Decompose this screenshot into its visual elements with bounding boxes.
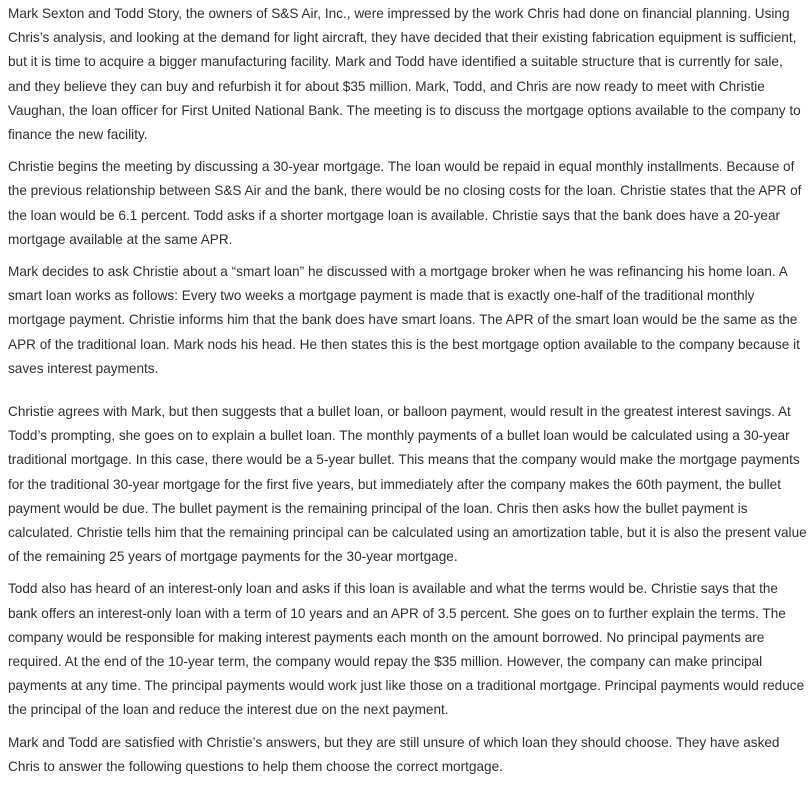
case-study-text: [8, 2, 808, 779]
paragraph-intro: Mark Sexton and Todd Story, the owners of S&S Air, Inc., were impressed by the work Chris had done on financial planning. Using Chris’s analysis, and looking at the demand for light aircraft, they have decided that their existing fabrication equipment is sufficient, but it is time to acquire a bigger manufacturing facility. Mark and Todd have identified a suitable structure that is currently for sale, and they believe they can buy and refurbish it for about $35 million. Mark, Todd, and Chris are now ready to meet with Christie Vaughan, the loan officer for First United National Bank. The meeting is to discuss the mortgage options available to the company to finance the new facility.: [8, 6, 801, 143]
paragraph-smart-loan: Mark decides to ask Christie about a “smart loan” he discussed with a mortgage broker when he was refinancing his home loan. A smart loan works as follows: Every two weeks a mortgage payment is made that is exactly one-half of the traditional monthly mortgage payment. Christie informs him that the bank does have smart loans. The APR of the smart loan would be the same as the APR of the traditional loan. Mark nods his head. He then states this is the best mortgage option available to the company because it saves interest payments.: [8, 264, 800, 376]
paragraph-closing: Mark and Todd are satisfied with Christie’s answers, but they are still unsure of which loan they should choose. They have asked Chris to answer the following questions to help them choose the correct mortgage.: [8, 734, 780, 774]
paragraph-bullet-loan: Christie agrees with Mark, but then suggests that a bullet loan, or balloon payment, would result in the greatest interest savings. At Todd’s prompting, she goes on to explain a bullet loan. The monthly payments of a bullet loan would be calculated using a 30-year traditional mortgage. In this case, there would be a 5-year bullet. This means that the company would make the mortgage payments for the traditional 30-year mortgage for the first five years, but immediately after the company makes the 60th payment, the bullet payment would be due. The bullet payment is the remaining principal of the loan. Chris then asks how the bullet payment is calculated. Christie tells him that the remaining principal can be calculated using an amortization table, but it is also the present value of the remaining 25 years of mortgage payments for the 30-year mortgage.: [8, 404, 807, 565]
paragraph-interest-only-loan: Todd also has heard of an interest-only loan and asks if this loan is available and what the terms would be. Christie says that the bank offers an interest-only loan with a term of 10 years and an APR of 3.5 percent. She goes on to further explain the terms. The company would be responsible for making interest payments each month on the amount borrowed. No principal payments are required. At the end of the 10-year term, the company would repay the $35 million. However, the company can make principal payments at any time. The principal payments would work just like those on a traditional mortgage. Principal payments would reduce the principal of the loan and reduce the interest due on the next payment.: [8, 581, 805, 718]
paragraph-30-year-mortgage: Christie begins the meeting by discussing a 30-year mortgage. The loan would be repaid in equal monthly installments. Because of the previous relationship between S&S Air and the bank, there would be no closing costs for the loan. Christie states that the APR of the loan would be 6.1 percent. Todd asks if a shorter mortgage loan is available. Christie says that the bank does have a 20-year mortgage available at the same APR.: [8, 159, 802, 247]
